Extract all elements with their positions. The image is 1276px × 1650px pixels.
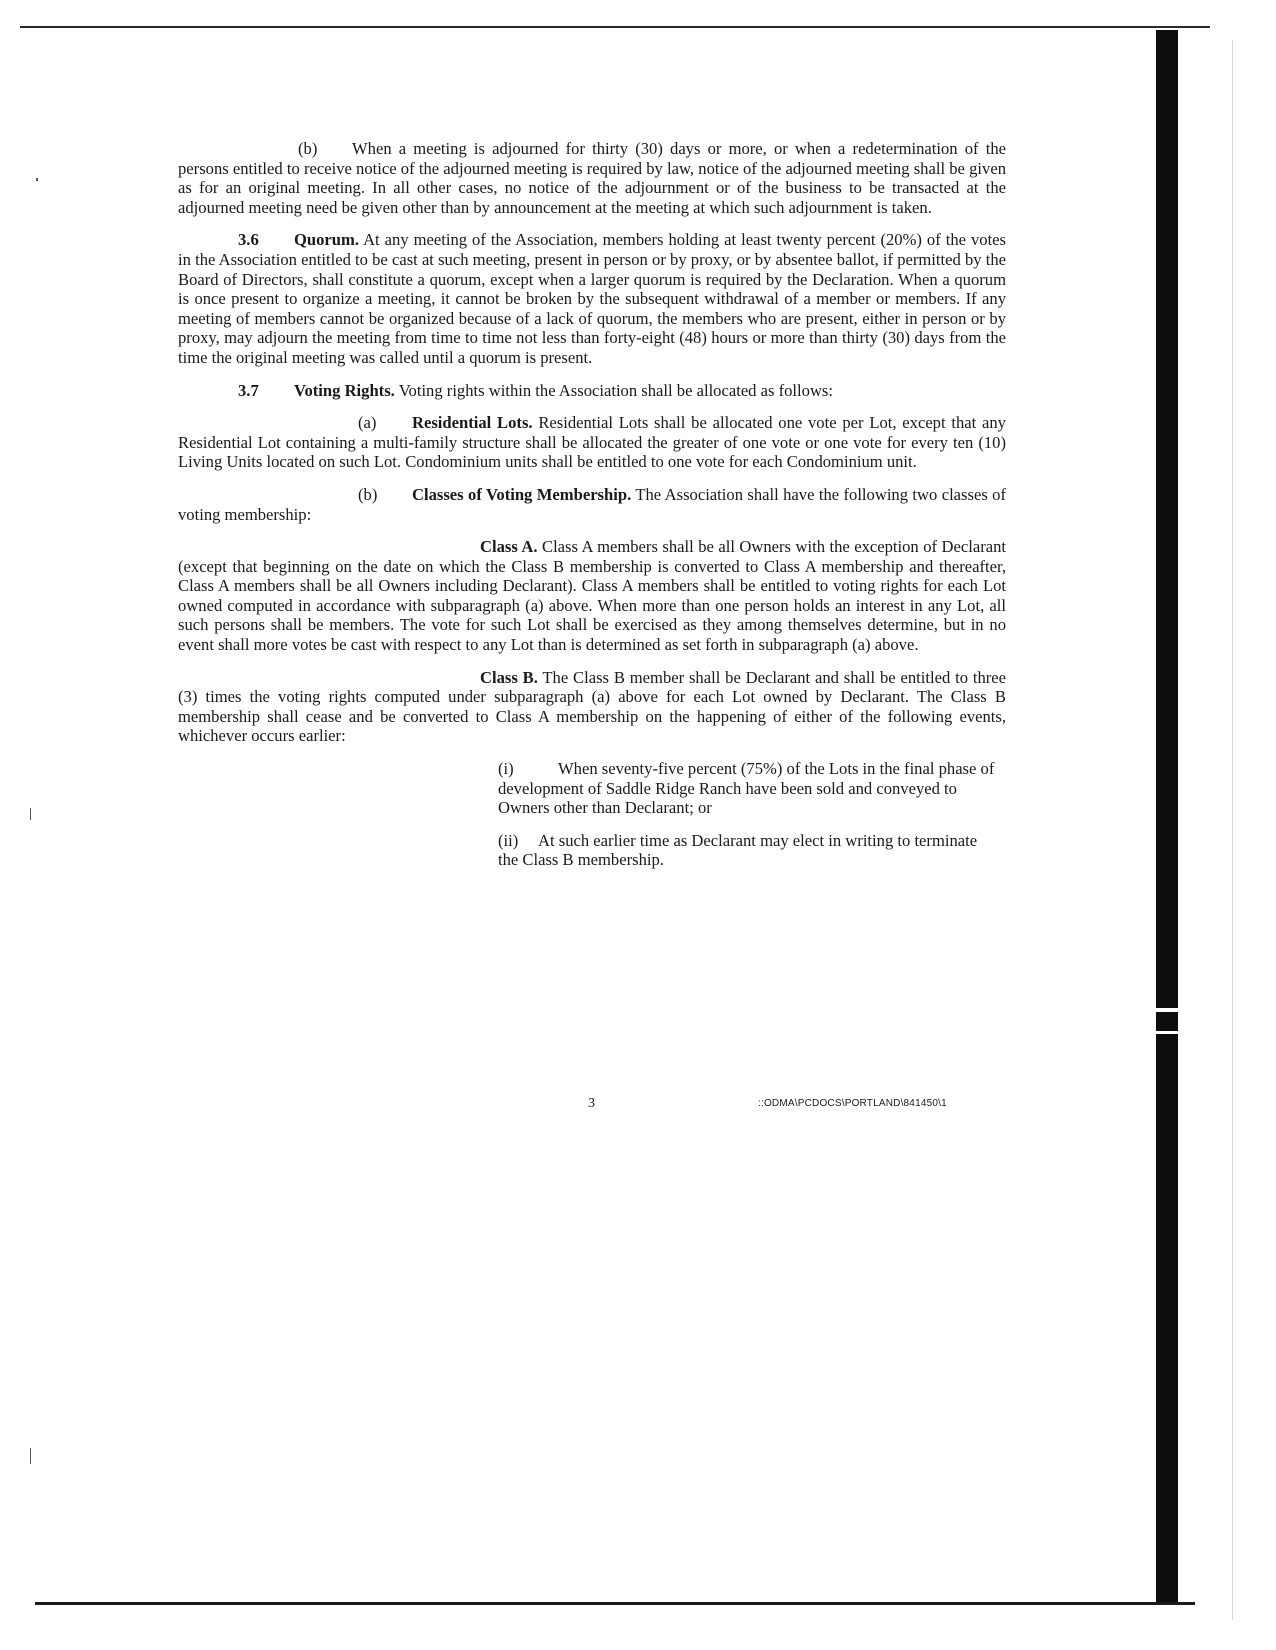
section-heading: Voting Rights. (294, 380, 395, 400)
paragraph-label: (b) (298, 139, 318, 158)
class-b-events-list (498, 759, 998, 870)
list-item-text: At such earlier time as Declarant may elect in writing to terminate the Class B membership. (498, 830, 978, 870)
section-text: At any meeting of the Association, members holding at least twenty percent (20%) of the votes in the Association entitled to be cast at such meeting, present in person or by proxy, or by absentee ballot, if permitted by the Board of Directors, shall constitute a quorum, except when a larger quorum is required by the Declaration. When a quorum is once present to organize a meeting, it cannot be broken by the subsequent withdrawal of a member or members. If any meeting of members cannot be organized because of a lack of quorum, the members who are present, either in person or by proxy, may adjourn the meeting from time to time not less than forty-eight (48) hours or more than thirty (30) days from the time the original meeting was called until a quorum is present. (178, 230, 1007, 367)
section-text: Voting rights within the Association shall be allocated as follows: (398, 380, 833, 400)
class-b-paragraph (178, 668, 1006, 746)
subsection-3-7-a (178, 413, 1006, 472)
section-number: 3.6 (238, 230, 259, 250)
scan-speck (36, 178, 38, 181)
document-id: ::ODMA\PCDOCS\PORTLAND\841450\1 (758, 1098, 947, 1109)
section-heading: Quorum. (294, 230, 359, 250)
scan-bar-gap (1156, 1031, 1178, 1034)
class-a-paragraph (178, 537, 1006, 655)
subsection-text: Residential Lots shall be allocated one vote per Lot, except that any Residential Lot containing a multi-family structure shall be allocated the greater of one vote or one vote for every ten (10) Living Units located on such Lot. Condominium units shall be entitled to one vote for each Condominium unit. (178, 413, 1006, 472)
scan-border-top (20, 26, 1210, 28)
list-item-text: When seventy-five percent (75%) of the Lots in the final phase of development of Saddle Ridge Ranch have been sold and conveyed to Owners other than Declarant; or (498, 759, 995, 818)
section-3-7-voting-rights (178, 381, 1006, 401)
paragraph-3-5-b (178, 139, 1006, 217)
paragraph-text: When a meeting is adjourned for thirty (30) days or more, or when a redetermination of the persons entitled to receive notice of the adjourned meeting is required by law, notice of the adjourned meeting shall be given as for an original meeting. In all other cases, no notice of the adjournment or of the business to be transacted at the adjourned meeting need be given other than by announcement at the meeting at which such adjournment is taken. (178, 139, 1006, 217)
section-3-6-quorum (178, 230, 1006, 367)
page-number: 3 (588, 1096, 595, 1111)
subsection-3-7-b (178, 485, 1006, 524)
scan-bar-right (1156, 30, 1178, 1602)
list-item-label: (i) (498, 759, 514, 779)
scan-speck (30, 808, 31, 820)
scan-bar-gap (1156, 1008, 1178, 1012)
class-b-text: The Class B member shall be Declarant and shall be entitled to three (3) times the voting rights computed under subparagraph (a) above for each Lot owned by Declarant. The Class B membership shall cease and be converted to Class A membership on the happening of either of the following events, whichever occurs earlier: (178, 667, 1006, 746)
subsection-label: (a) (358, 413, 377, 433)
document-page (178, 139, 1006, 883)
subsection-text: The Association shall have the following two classes of voting membership: (178, 484, 1007, 524)
class-a-heading: Class A. (480, 537, 538, 557)
list-item-i (498, 759, 998, 818)
section-number: 3.7 (238, 380, 259, 400)
subsection-heading: Classes of Voting Membership. (412, 484, 632, 504)
page-footer (178, 1096, 1006, 1116)
scan-speck (30, 1448, 31, 1464)
scan-edge-right (1232, 40, 1233, 1620)
list-item-label: (ii) (498, 830, 519, 850)
subsection-heading: Residential Lots. (412, 413, 533, 433)
subsection-label: (b) (358, 484, 378, 504)
list-item-ii (498, 831, 998, 870)
scan-border-bottom (35, 1602, 1195, 1605)
class-b-heading: Class B. (480, 667, 538, 687)
class-a-text: Class A members shall be all Owners with the exception of Declarant (except that beginning on the date on which the Class B membership is converted to Class A membership and thereafter, Class A members shall be all Owners including Declarant). Class A members shall be entitled to voting rights for each Lot owned computed in accordance with subparagraph (a) above. When more than one person holds an interest in any Lot, all such persons shall be members. The vote for such Lot shall be exercised as they among themselves determine, but in no event shall more votes be cast with respect to any Lot than is determined as set forth in subparagraph (a) above. (178, 537, 1007, 655)
